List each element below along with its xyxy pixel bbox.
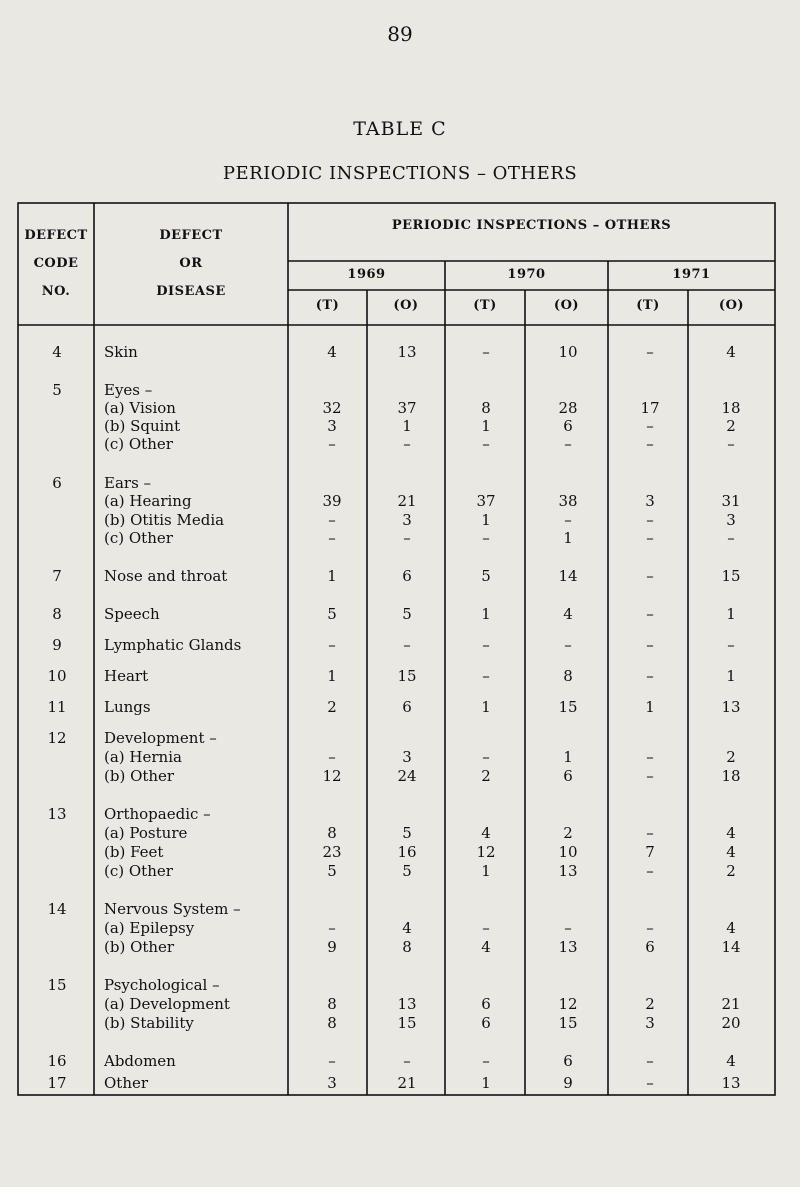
table-cell: – (482, 435, 490, 453)
defect-code: 12 (47, 729, 67, 747)
table-cell: 14 (721, 938, 741, 956)
table-cell: – (646, 605, 654, 623)
table-cell: 8 (402, 938, 412, 956)
sub-header: (O) (718, 298, 745, 313)
table-cell: – (328, 511, 336, 529)
defect-disease: Skin (104, 343, 138, 361)
table-cell: 2 (726, 417, 736, 435)
table-cell: 4 (726, 843, 736, 861)
table-cell: 6 (481, 1014, 491, 1032)
table-cell: – (646, 529, 654, 547)
table-cell: – (646, 667, 654, 685)
table-cell: 6 (481, 995, 491, 1013)
page-number: 89 (387, 22, 413, 46)
table-cell: 8 (563, 667, 573, 685)
table-cell: 1 (726, 605, 736, 623)
header-group: PERIODIC INSPECTIONS – OTHERS (391, 218, 672, 233)
year-1970: 1970 (507, 267, 546, 282)
table-cell: 8 (327, 995, 337, 1013)
table-title: TABLE C (353, 118, 447, 140)
table-cell: 5 (481, 567, 491, 585)
defect-code: 9 (52, 636, 62, 654)
defect-code: 8 (52, 605, 62, 623)
table-cell: 17 (640, 399, 660, 417)
table-cell: 2 (645, 995, 655, 1013)
table-cell: 4 (726, 919, 736, 937)
table-cell: 15 (558, 1014, 578, 1032)
table-cell: – (482, 636, 490, 654)
table-cell: 2 (563, 824, 573, 842)
defect-disease: (a) Epilepsy (104, 919, 195, 937)
defect-disease: Lymphatic Glands (104, 636, 242, 654)
table-cell: 3 (645, 492, 655, 510)
table-cell: – (403, 435, 411, 453)
table-cell: 5 (402, 862, 412, 880)
defect-disease: (c) Other (104, 529, 173, 547)
table-cell: 1 (563, 529, 573, 547)
defect-disease: Speech (104, 605, 160, 623)
table-cell: 4 (327, 343, 337, 361)
table-cell: 4 (563, 605, 573, 623)
table-cell: 1 (481, 417, 491, 435)
sub-header: (O) (393, 298, 419, 313)
defect-disease: Lungs (104, 698, 151, 716)
table-cell: 5 (402, 824, 412, 842)
defect-disease: Development – (104, 729, 217, 747)
table-cell: 1 (481, 605, 491, 623)
table-cell: – (403, 1052, 411, 1070)
table-cell: 1 (563, 748, 573, 766)
header-disease-line: OR (179, 256, 203, 271)
table-cell: 6 (563, 767, 573, 785)
table-cell: 6 (645, 938, 655, 956)
defect-code: 15 (47, 976, 67, 994)
table-cell: 31 (721, 492, 741, 510)
table-cell: 32 (322, 399, 342, 417)
sub-header: (T) (636, 298, 660, 313)
table-cell: 28 (558, 399, 578, 417)
table-cell: 3 (402, 748, 412, 766)
defect-disease: (c) Other (104, 862, 173, 880)
table-cell: 10 (558, 843, 578, 861)
table-cell: 8 (327, 1014, 337, 1032)
table-cell: 1 (645, 698, 655, 716)
year-1969: 1969 (347, 267, 386, 282)
table-cell: 2 (726, 862, 736, 880)
defect-code: 10 (47, 667, 67, 685)
table-cell: 20 (721, 1014, 741, 1032)
defect-code: 16 (47, 1052, 67, 1070)
table-cell: 21 (397, 1074, 417, 1092)
defect-code: 14 (47, 900, 67, 918)
table-cell: – (646, 748, 654, 766)
defect-disease: Abdomen (104, 1052, 176, 1070)
defect-disease: (c) Other (104, 435, 173, 453)
table-cell: 12 (558, 995, 578, 1013)
table-cell: – (646, 636, 654, 654)
table-cell: 15 (397, 1014, 417, 1032)
table-cell: 2 (327, 698, 337, 716)
table-cell: – (646, 767, 654, 785)
table-cell: 21 (397, 492, 417, 510)
table-cell: 4 (481, 938, 491, 956)
table-cell: 9 (327, 938, 337, 956)
table-cell: 4 (481, 824, 491, 842)
table-cell: – (403, 529, 411, 547)
table-cell: 9 (563, 1074, 573, 1092)
defect-disease: Other (104, 1074, 149, 1092)
table-cell: 13 (558, 938, 578, 956)
table-cell: 6 (402, 567, 412, 585)
table-cell: 6 (402, 698, 412, 716)
defect-disease: (a) Posture (104, 824, 188, 842)
table-cell: 6 (563, 1052, 573, 1070)
table-cell: 18 (721, 767, 741, 785)
header-disease-line: DEFECT (159, 228, 223, 243)
table-cell: 39 (322, 492, 342, 510)
defect-code: 5 (52, 381, 62, 399)
table-cell: – (564, 511, 572, 529)
table-cell: – (646, 343, 654, 361)
table-cell: – (646, 1074, 654, 1092)
defect-disease: (a) Hernia (104, 748, 182, 766)
table-cell: 1 (481, 698, 491, 716)
table-cell: – (646, 1052, 654, 1070)
table-cell: – (564, 435, 572, 453)
table-cell: 5 (327, 862, 337, 880)
table-cell: 5 (402, 605, 412, 623)
table-cell: 7 (645, 843, 655, 861)
defect-disease: (b) Squint (104, 417, 181, 435)
table-cell: – (328, 529, 336, 547)
defect-disease: Psychological – (104, 976, 220, 994)
table-cell: 8 (481, 399, 491, 417)
table-cell: 6 (563, 417, 573, 435)
defect-code: 13 (47, 805, 67, 823)
table-cell: – (646, 567, 654, 585)
table-cell: 5 (327, 605, 337, 623)
table-cell: 8 (327, 824, 337, 842)
defect-disease: (b) Other (104, 938, 175, 956)
table-cell: 12 (322, 767, 342, 785)
table-cell: 13 (721, 1074, 741, 1092)
table-cell: 2 (726, 748, 736, 766)
table-cell: – (482, 1052, 490, 1070)
table-subtitle: PERIODIC INSPECTIONS – OTHERS (222, 163, 578, 184)
year-1971: 1971 (672, 267, 711, 282)
table-cell: – (403, 636, 411, 654)
table-cell: 37 (397, 399, 417, 417)
defect-disease: (b) Otitis Media (104, 511, 225, 529)
table-cell: 1 (481, 862, 491, 880)
table-cell: – (482, 748, 490, 766)
table-cell: – (328, 748, 336, 766)
table-cell: 4 (402, 919, 412, 937)
table-cell: 1 (327, 667, 337, 685)
sub-header: (O) (553, 298, 580, 313)
defect-code: 11 (47, 698, 67, 716)
table-cell: 21 (721, 995, 741, 1013)
table-cell: 13 (721, 698, 741, 716)
table-cell: – (727, 529, 735, 547)
table-cell: 24 (397, 767, 417, 785)
table-cell: 18 (721, 399, 741, 417)
defect-disease: Orthopaedic – (104, 805, 211, 823)
table-cell: 37 (476, 492, 496, 510)
table-cell: – (727, 435, 735, 453)
table-cell: 3 (726, 511, 736, 529)
table-cell: – (564, 636, 572, 654)
table-cell: 2 (481, 767, 491, 785)
table-cell: 4 (726, 343, 736, 361)
defect-disease: (b) Other (104, 767, 175, 785)
table-cell: 10 (558, 343, 578, 361)
table-cell: 15 (397, 667, 417, 685)
defect-disease: Nervous System – (104, 900, 241, 918)
table-cell: 13 (397, 343, 417, 361)
table-cell: – (646, 511, 654, 529)
table-cell: – (646, 435, 654, 453)
table-cell: – (328, 636, 336, 654)
table-cell: – (646, 862, 654, 880)
table-cell: – (646, 417, 654, 435)
table-cell: 15 (558, 698, 578, 716)
defect-disease: Nose and throat (104, 567, 228, 585)
table-cell: – (564, 919, 572, 937)
table-cell: – (328, 1052, 336, 1070)
defect-disease: Eyes – (104, 381, 153, 399)
table-cell: 16 (397, 843, 417, 861)
defect-disease: (b) Feet (104, 843, 164, 861)
header-code (18, 222, 94, 306)
table-cell: – (328, 435, 336, 453)
table-cell: – (646, 824, 654, 842)
table-cell: 15 (721, 567, 741, 585)
table-cell: 13 (397, 995, 417, 1013)
defect-code: 7 (52, 567, 62, 585)
header-code-line: CODE (33, 256, 79, 271)
table-cell: 1 (481, 511, 491, 529)
defect-disease: (a) Development (104, 995, 230, 1013)
table-cell: 3 (402, 511, 412, 529)
table-cell: 23 (322, 843, 342, 861)
header-disease (94, 222, 288, 306)
table-cell: 3 (645, 1014, 655, 1032)
table-cell: – (482, 343, 490, 361)
defect-code: 4 (52, 343, 62, 361)
defect-disease: Ears – (104, 474, 152, 492)
table-cell: – (727, 636, 735, 654)
table-cell: – (482, 529, 490, 547)
table-cell: 1 (327, 567, 337, 585)
table-cell: 3 (327, 417, 337, 435)
header-code-line: NO. (41, 284, 71, 299)
table-cell: 13 (558, 862, 578, 880)
defect-code: 17 (47, 1074, 67, 1092)
table-cell: 14 (558, 567, 578, 585)
defect-code: 6 (52, 474, 62, 492)
table-cell: 1 (481, 1074, 491, 1092)
defect-disease: (b) Stability (104, 1014, 194, 1032)
table-cell: 1 (726, 667, 736, 685)
defect-disease: (a) Vision (104, 399, 176, 417)
defect-disease: (a) Hearing (104, 492, 192, 510)
table-cell: 38 (558, 492, 578, 510)
table-cell: 4 (726, 1052, 736, 1070)
header-disease-line: DISEASE (156, 284, 226, 299)
table-cell: – (482, 667, 490, 685)
sub-header: (T) (315, 298, 340, 313)
table-cell: 1 (402, 417, 412, 435)
table-cell: – (646, 919, 654, 937)
table-cell: – (482, 919, 490, 937)
defect-disease: Heart (104, 667, 149, 685)
table-cell: – (328, 919, 336, 937)
sub-header: (T) (473, 298, 497, 313)
header-code-line: DEFECT (24, 228, 88, 243)
table-cell: 4 (726, 824, 736, 842)
table-cell: 12 (476, 843, 496, 861)
table-cell: 3 (327, 1074, 337, 1092)
